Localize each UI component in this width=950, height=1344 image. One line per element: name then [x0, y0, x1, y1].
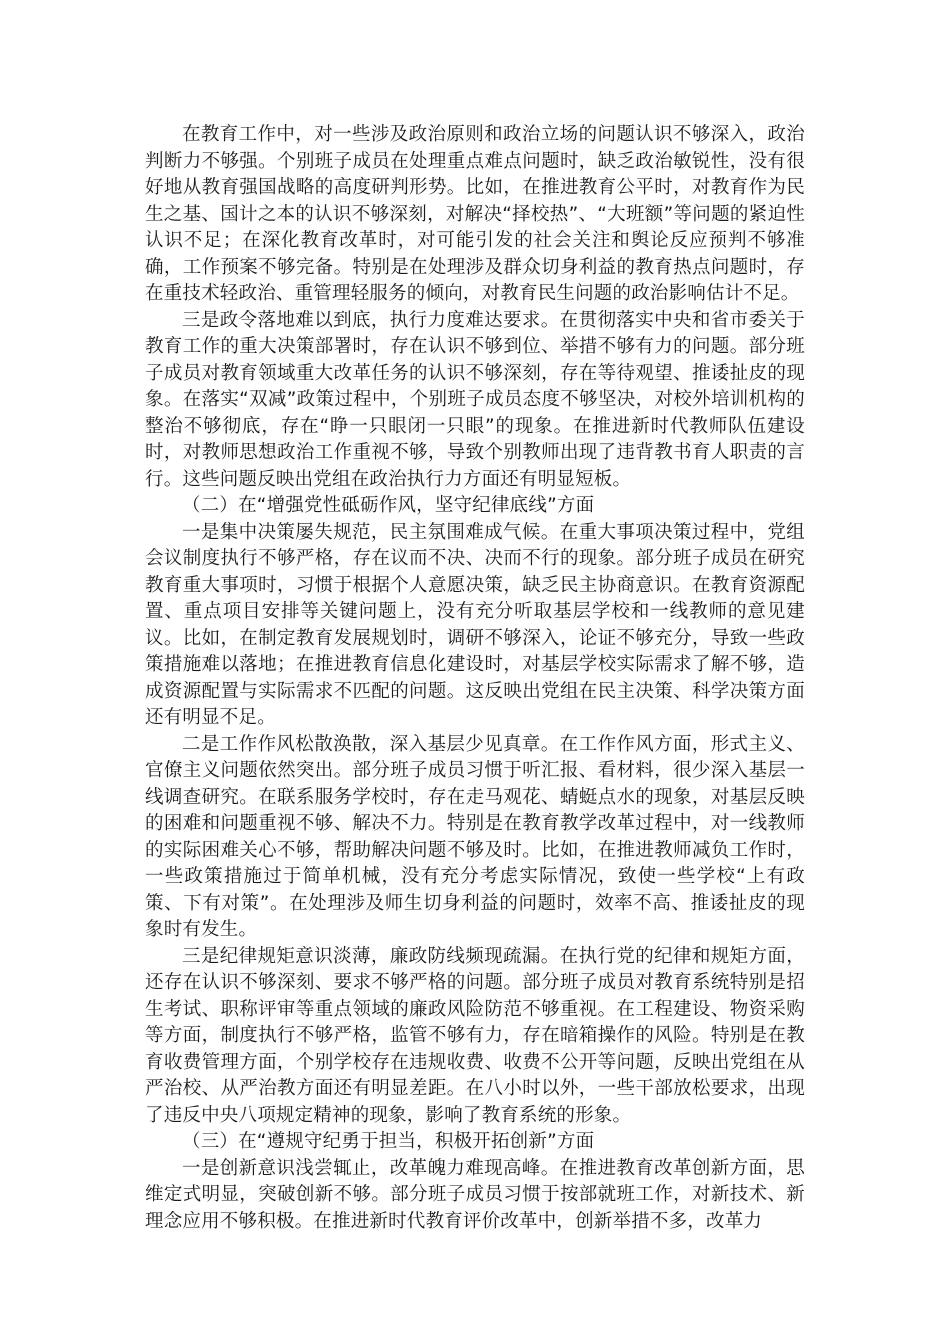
paragraph-innovation: 一是创新意识浅尝辄止，改革魄力难现高峰。在推进教育改革创新方面，思维定式明显，突破创新不够。部分班子成员习惯于按部就班工作，对新技术、新理念应用不够积极。在推进新时代教育评价改革中，创新举措不多，改革力 — [145, 1157, 805, 1232]
section-heading-2: （二）在“增强党性砥砺作风，坚守纪律底线”方面 — [182, 495, 595, 516]
paragraph-policy-implementation: 三是政令落地难以到底，执行力度难达要求。在贯彻落实中央和省市委关于教育工作的重大决策部署时，存在认识不够到位、举措不够有力的问题。部分班子成员对教育领域重大改革任务的认识不够深刻，存在等待观望、推诿扯皮的现象。在落实“双减”政策过程中，个别班子成员态度不够坚决，对校外培训机构的整治不够彻底，存在“睁一只眼闭一只眼”的现象。在推进新时代教师队伍建设时，对教师思想政治工作重视不够，导致个别教师出现了违背教书育人职责的言行。这些问题反映出党组在政治执行力方面还有明显短板。 — [145, 309, 805, 490]
section-heading-3: （三）在“遵规守纪勇于担当，积极开拓创新”方面 — [182, 1131, 595, 1152]
paragraph-work-style: 二是工作作风松散涣散，深入基层少见真章。在工作作风方面，形式主义、官僚主义问题依然突出。部分班子成员习惯于听汇报、看材料，很少深入基层一线调查研究。在联系服务学校时，存在走马观花、蜻蜓点水的现象，对基层反映的困难和问题重视不够、解决不力。特别是在教育教学改革过程中，对一线教师的实际困难关心不够，帮助解决问题不够及时。比如，在推进教师减负工作时，一些政策措施过于简单机械，没有充分考虑实际情况，致使一些学校“上有政策、下有对策”。在处理涉及师生切身利益的问题时，效率不高、推诿扯皮的现象时有发生。 — [145, 733, 805, 940]
paragraph-discipline: 三是纪律规矩意识淡薄，廉政防线频现疏漏。在执行党的纪律和规矩方面，还存在认识不够深刻、要求不够严格的问题。部分班子成员对教育系统特别是招生考试、职称评审等重点领域的廉政风险防范不够重视。在工程建设、物资采购等方面，制度执行不够严格，监管不够有力，存在暗箱操作的风险。特别是在教育收费管理方面，个别学校存在违规收费、收费不公开等问题，反映出党组在从严治校、从严治教方面还有明显差距。在八小时以外，一些干部放松要求，出现了违反中央八项规定精神的现象，影响了教育系统的形象。 — [145, 945, 805, 1126]
document-page — [145, 122, 805, 1235]
paragraph-collective-decision: 一是集中决策屡失规范，民主氛围难成气候。在重大事项决策过程中，党组会议制度执行不够严格，存在议而不决、决而不行的现象。部分班子成员在研究教育重大事项时，习惯于根据个人意愿决策，缺乏民主协商意识。在教育资源配置、重点项目安排等关键问题上，没有充分听取基层学校和一线教师的意见建议。比如，在制定教育发展规划时，调研不够深入，论证不够充分，导致一些政策措施难以落地；在推进教育信息化建设时，对基层学校实际需求了解不够，造成资源配置与实际需求不匹配的问题。这反映出党组在民主决策、科学决策方面还有明显不足。 — [145, 521, 805, 728]
paragraph-political-judgment: 在教育工作中，对一些涉及政治原则和政治立场的问题认识不够深入，政治判断力不够强。个别班子成员在处理重点难点问题时，缺乏政治敏锐性，没有很好地从教育强国战略的高度研判形势。比如，在推进教育公平时，对教育作为民生之基、国计之本的认识不够深刻，对解决“择校热”、“大班额”等问题的紧迫性认识不足；在深化教育改革时，对可能引发的社会关注和舆论反应预判不够准确，工作预案不够完备。特别是在处理涉及群众切身利益的教育热点问题时，存在重技术轻政治、重管理轻服务的倾向，对教育民生问题的政治影响估计不足。 — [145, 124, 805, 304]
